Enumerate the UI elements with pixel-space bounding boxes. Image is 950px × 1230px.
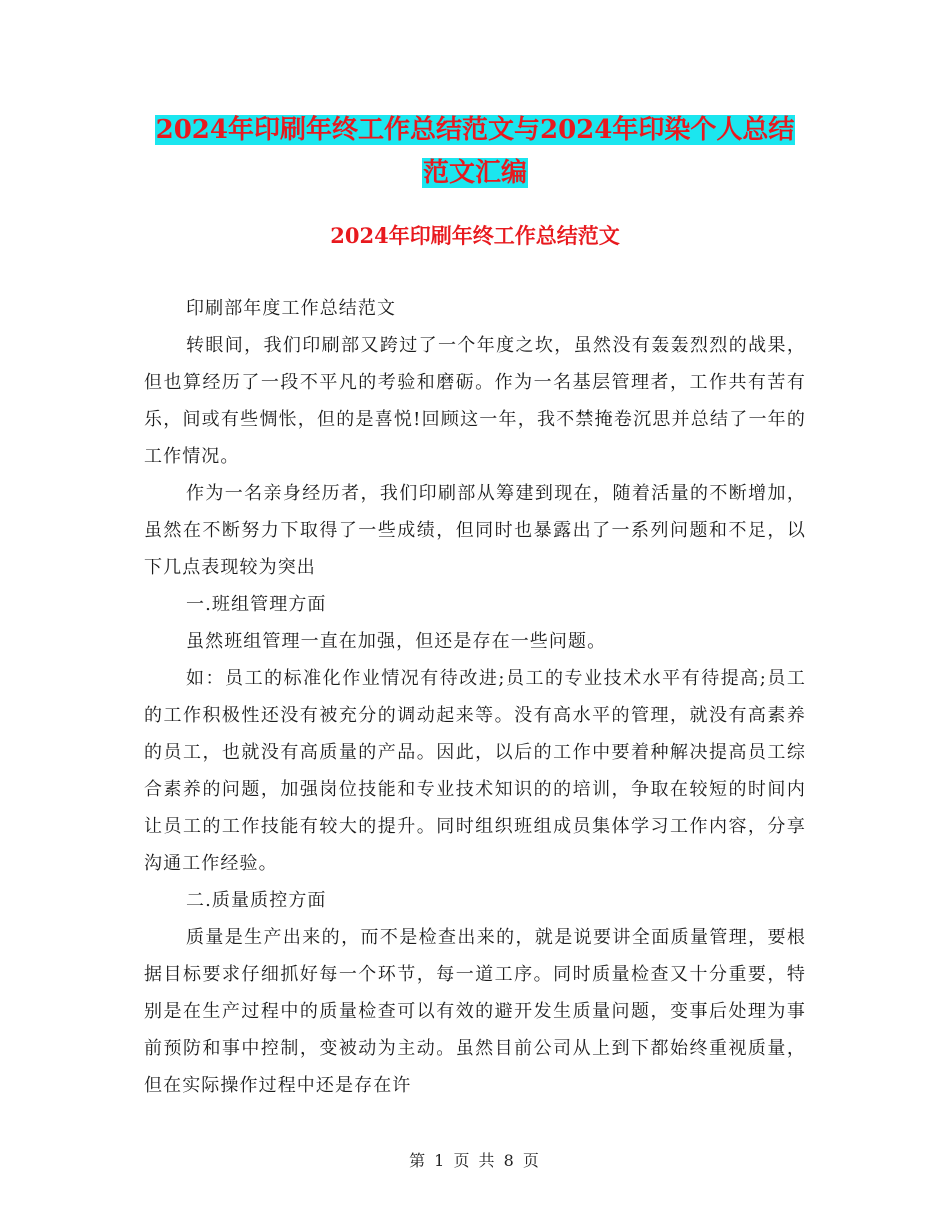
- paragraph: 转眼间，我们印刷部又跨过了一个年度之坎，虽然没有轰轰烈烈的战果，但也算经历了一段不平凡的考验和磨砺。作为一名基层管理者，工作共有苦有乐，间或有些惆怅，但的是喜悦!回顾这一年，我不禁掩卷沉思并总结了一年的工作情况。: [144, 335, 806, 467]
- page-footer: 第 1 页 共 8 页: [409, 1151, 541, 1170]
- title-highlight-1: 2024年印刷年终工作总结范文与2024年印染个人总结: [155, 115, 795, 145]
- paragraph: 如：员工的标准化作业情况有待改进;员工的专业技术水平有待提高;员工的工作积极性还没有被充分的调动起来等。没有高水平的管理，就没有高素养的员工，也就没有高质量的产品。因此，以后的工作中要着种解决提高员工综合素养的问题，加强岗位技能和专业技术知识的的培训，争取在较短的时间内让员工的工作技能有较大的提升。同时组织班组成员集体学习工作内容，分享沟通工作经验。: [144, 668, 806, 874]
- document-title-line-1: [0, 110, 950, 150]
- section-heading-quality-control: 二.质量质控方面: [186, 890, 327, 911]
- document-title-line-2: [0, 153, 950, 193]
- paragraph: 质量是生产出来的，而不是检查出来的，就是说要讲全面质量管理，要根据目标要求仔细抓好每一个环节，每一道工序。同时质量检查又十分重要，特别是在生产过程中的质量检查可以有效的避开发生质量问题，变事后处理为事前预防和事中控制，变被动为主动。虽然目前公司从上到下都始终重视质量，但在实际操作过程中还是存在许: [144, 927, 806, 1096]
- title-highlight-2: 范文汇编: [422, 158, 527, 188]
- section-subtitle: 2024年印刷年终工作总结范文: [330, 223, 620, 248]
- paragraph-heading: 印刷部年度工作总结范文: [186, 298, 397, 319]
- document-body: [144, 290, 806, 1104]
- paragraph: 虽然班组管理一直在加强，但还是存在一些问题。: [186, 631, 607, 652]
- paragraph: 作为一名亲身经历者，我们印刷部从筹建到现在，随着活量的不断增加，虽然在不断努力下取得了一些成绩，但同时也暴露出了一系列问题和不足，以下几点表现较为突出: [144, 483, 806, 578]
- section-heading-team-management: 一.班组管理方面: [186, 594, 327, 615]
